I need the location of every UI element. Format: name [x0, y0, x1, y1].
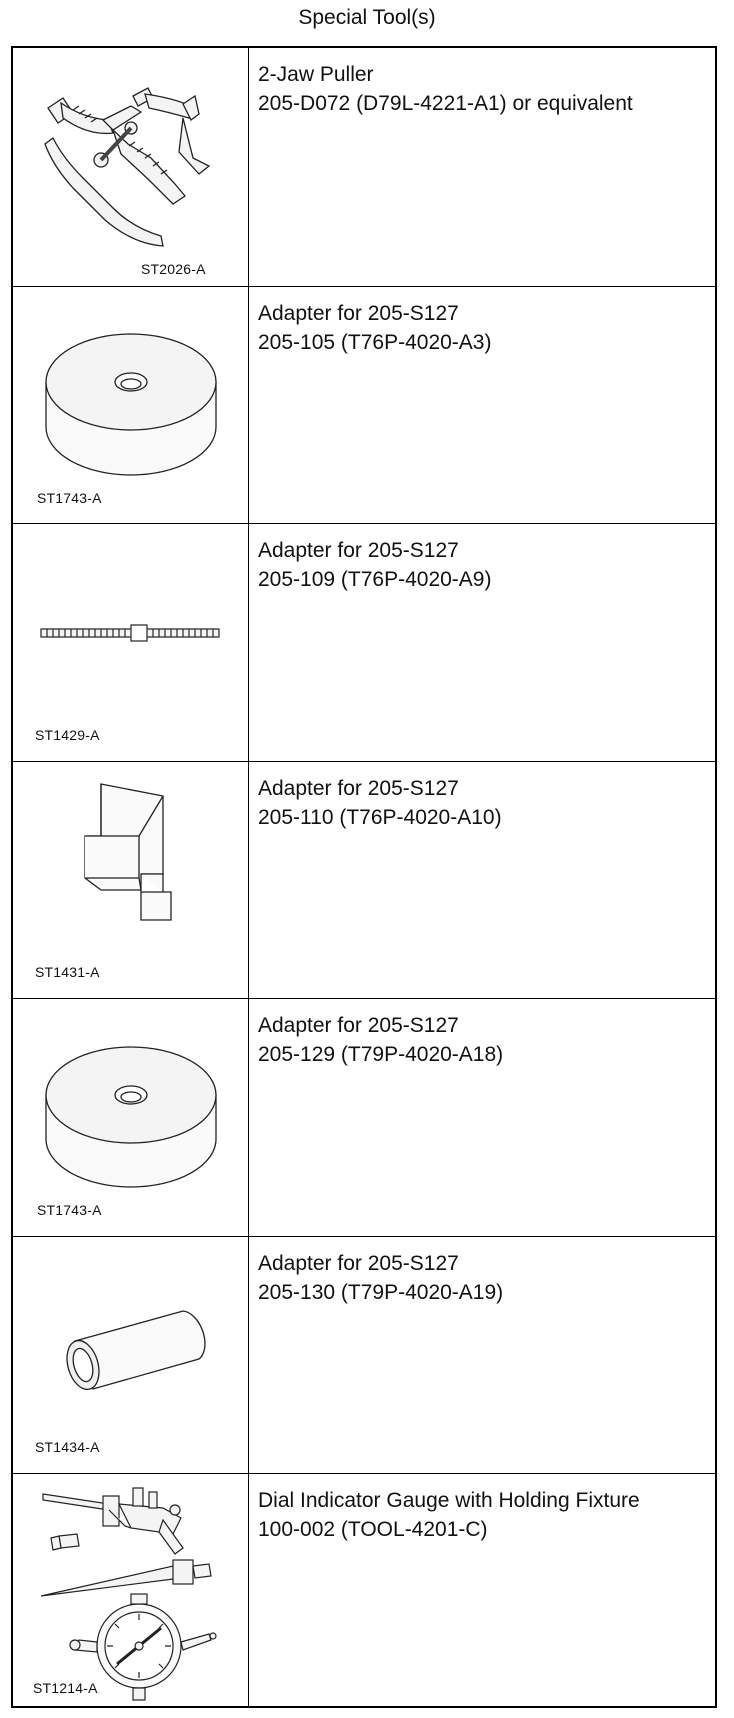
tool-name: Adapter for 205-S127 — [258, 777, 459, 800]
table-row — [13, 523, 715, 761]
tool-name: Adapter for 205-S127 — [258, 539, 459, 562]
tool-number: 205-109 (T76P-4020-A9) — [258, 568, 492, 591]
tool-number: 205-130 (T79P-4020-A19) — [258, 1281, 504, 1304]
tool-description — [249, 999, 715, 1236]
tool-image-cell — [13, 1237, 249, 1473]
tool-description — [249, 287, 715, 523]
tool-name: Adapter for 205-S127 — [258, 1014, 459, 1037]
tool-code: ST1214-A — [33, 1680, 98, 1696]
tool-image-cell — [13, 48, 249, 286]
tool-description — [249, 1237, 715, 1473]
tool-code: ST1743-A — [37, 490, 102, 506]
tool-image-cell — [13, 1474, 249, 1706]
table-row — [13, 998, 715, 1236]
tool-number: 205-105 (T76P-4020-A3) — [258, 331, 492, 354]
tool-name: Adapter for 205-S127 — [258, 302, 459, 325]
tool-name: Dial Indicator Gauge with Holding Fixture — [258, 1489, 640, 1512]
tool-code: ST2026-A — [141, 261, 206, 277]
tool-code: ST1431-A — [35, 964, 100, 980]
tool-description — [249, 524, 715, 761]
tool-image-cell — [13, 999, 249, 1236]
tool-code: ST1434-A — [35, 1439, 100, 1455]
tool-name: 2-Jaw Puller — [258, 63, 374, 86]
tool-number: 205-D072 (D79L-4221-A1) or equivalent — [258, 92, 633, 115]
tool-description — [249, 1474, 715, 1706]
table-row — [13, 761, 715, 998]
disc-adapter-icon — [13, 287, 249, 524]
table-row — [13, 286, 715, 523]
tool-code: ST1743-A — [37, 1202, 102, 1218]
jaw-puller-icon — [13, 48, 249, 286]
dial-indicator-icon — [13, 1474, 249, 1707]
tool-description — [249, 762, 715, 998]
table-row — [13, 1236, 715, 1473]
table-row — [13, 48, 715, 286]
table-row — [13, 1473, 715, 1706]
tool-number: 205-110 (T76P-4020-A10) — [258, 806, 502, 829]
tool-name: Adapter for 205-S127 — [258, 1252, 459, 1275]
tool-description — [249, 48, 715, 286]
tool-image-cell — [13, 287, 249, 523]
tool-number: 205-129 (T79P-4020-A18) — [258, 1043, 504, 1066]
tool-image-cell — [13, 524, 249, 761]
special-tools-table — [11, 46, 717, 1708]
page-title: Special Tool(s) — [298, 6, 436, 29]
tool-code: ST1429-A — [35, 727, 100, 743]
tool-number: 100-002 (TOOL-4201-C) — [258, 1518, 488, 1541]
tool-image-cell — [13, 762, 249, 998]
